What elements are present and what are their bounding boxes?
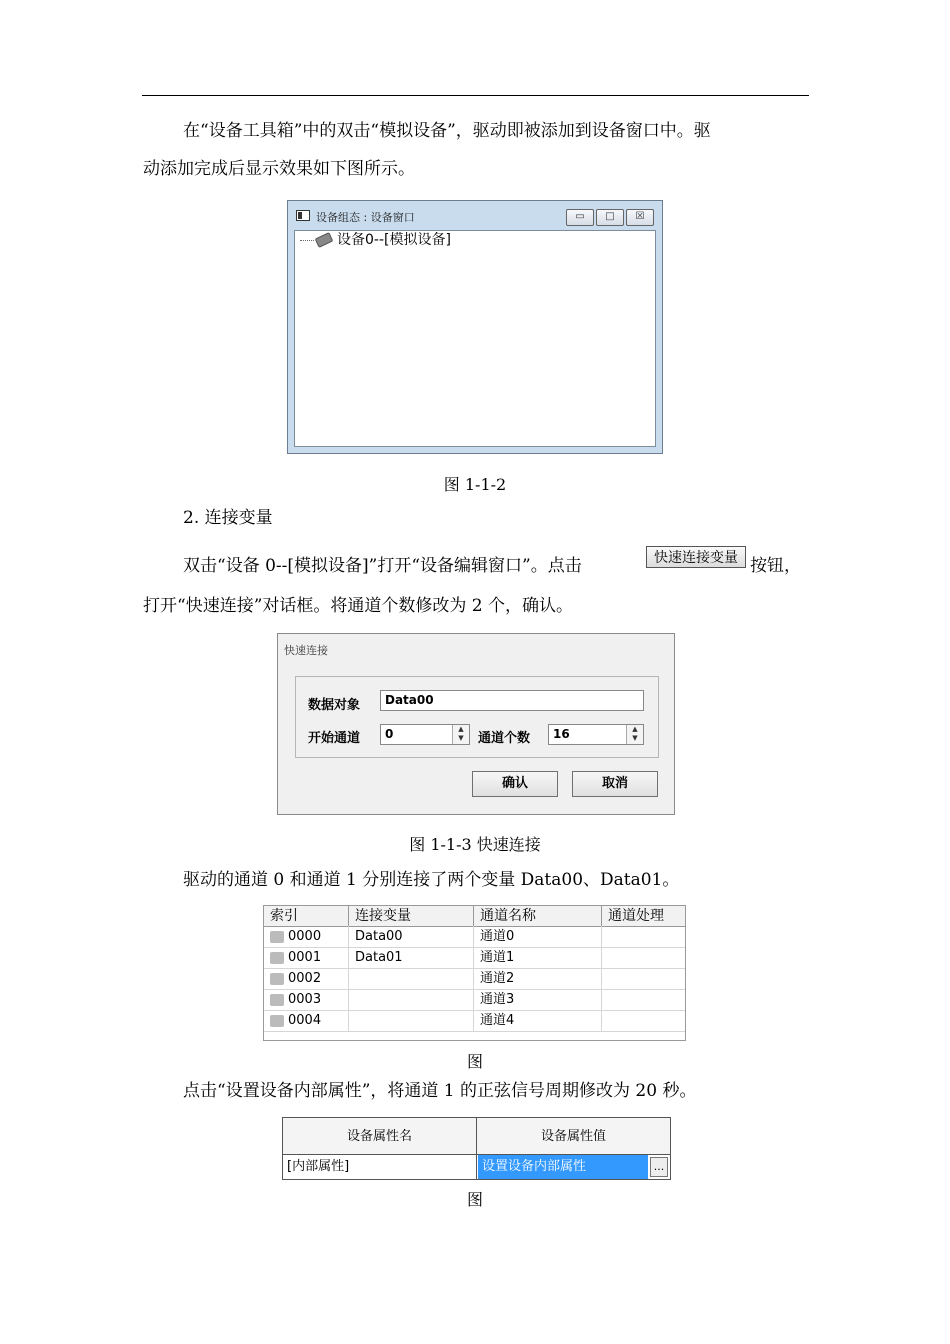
section-heading-connect-variables: 2. 连接变量 <box>183 508 273 528</box>
dialog-title: 快速连接 <box>284 644 328 657</box>
cell-channel-name-text: 通道2 <box>480 971 515 986</box>
column-header-index[interactable]: 索引 <box>264 906 349 926</box>
caption-fig-5: 图 <box>466 1190 483 1209</box>
channel-icon <box>270 973 284 985</box>
property-row-value[interactable]: 设置设备内部属性 <box>478 1155 648 1179</box>
caption-fig-1-1-3: 图 1-1-3 快速连接 <box>409 835 541 854</box>
window-app-icon <box>296 210 310 221</box>
paragraph-2-line-2: 打开“快速连接”对话框。将通道个数修改为 2 个，确认。 <box>143 596 574 616</box>
cell-index-text: 0001 <box>288 950 322 965</box>
cell-channel-name <box>474 926 602 947</box>
paragraph-3: 驱动的通道 0 和通道 1 分别连接了两个变量 Data00、Data01。 <box>183 870 680 890</box>
property-table <box>282 1117 671 1180</box>
cell-index <box>264 1010 349 1031</box>
paragraph-2-line-1a: 双击“设备 0--[模拟设备]”打开“设备编辑窗口”。点击 <box>183 556 582 576</box>
property-row-name: [内部属性] <box>283 1155 477 1179</box>
channel-icon <box>270 952 284 964</box>
cell-variable <box>349 947 474 968</box>
cell-channel-name <box>474 1010 602 1031</box>
tree-item-device0[interactable] <box>300 231 451 249</box>
table-row[interactable] <box>264 1010 685 1032</box>
channel-icon <box>270 1015 284 1027</box>
cell-variable <box>349 1010 474 1031</box>
cell-channel-name-text: 通道4 <box>480 1013 515 1028</box>
header-rule <box>142 95 809 96</box>
close-button[interactable]: ☒ <box>626 209 654 226</box>
cell-index-text: 0002 <box>288 971 322 986</box>
cell-channel-name-text: 通道1 <box>480 950 515 965</box>
quick-connect-variable-button[interactable]: 快速连接变量 <box>646 546 746 568</box>
cell-variable <box>349 926 474 947</box>
cell-channel-process <box>602 926 686 947</box>
data-object-label: 数据对象 <box>308 698 361 713</box>
table-row[interactable] <box>264 947 685 969</box>
caption-fig-4: 图 <box>466 1052 483 1071</box>
paragraph-4: 点击“设置设备内部属性”，将通道 1 的正弦信号周期修改为 20 秒。 <box>183 1081 697 1101</box>
cell-index-text: 0004 <box>288 1013 322 1028</box>
cell-index <box>264 989 349 1010</box>
cell-variable <box>349 968 474 989</box>
cell-channel-name <box>474 968 602 989</box>
maximize-button[interactable]: □ <box>596 209 624 226</box>
cell-channel-name <box>474 947 602 968</box>
caption-fig-1-1-2: 图 1-1-2 <box>443 475 507 494</box>
start-channel-input[interactable] <box>380 724 470 745</box>
start-channel-spinner[interactable]: ▲ ▼ <box>452 725 469 744</box>
cell-channel-name-text: 通道3 <box>480 992 515 1007</box>
data-object-input[interactable]: Data00 <box>380 690 644 711</box>
start-channel-label: 开始通道 <box>308 731 361 746</box>
channel-icon <box>270 994 284 1006</box>
cell-channel-process <box>602 989 686 1010</box>
tree-item-label: 设备0--[模拟设备] <box>337 232 451 248</box>
cell-index-text: 0003 <box>288 992 322 1007</box>
cell-index <box>264 926 349 947</box>
device-window-client <box>294 230 656 447</box>
cell-channel-process <box>602 968 686 989</box>
channel-count-spinner[interactable]: ▲ ▼ <box>626 725 643 744</box>
cell-index <box>264 947 349 968</box>
table-row[interactable] <box>264 968 685 990</box>
column-header-variable[interactable]: 连接变量 <box>349 906 474 926</box>
quick-connect-dialog <box>277 633 675 815</box>
device-window <box>287 200 663 454</box>
paragraph-2-line-1b: 按钮， <box>750 556 801 576</box>
device-window-title: 设备组态 : 设备窗口 <box>316 211 415 224</box>
cell-channel-name <box>474 989 602 1010</box>
paragraph-1-line-2: 动添加完成后显示效果如下图所示。 <box>143 159 415 179</box>
cell-channel-process <box>602 1010 686 1031</box>
channel-icon <box>270 931 284 943</box>
minimize-button[interactable]: ▭ <box>566 209 594 226</box>
cell-index <box>264 968 349 989</box>
channel-count-label: 通道个数 <box>478 731 531 746</box>
table-row[interactable] <box>264 989 685 1011</box>
paragraph-1-line-1: 在“设备工具箱”中的双击“模拟设备”，驱动即被添加到设备窗口中。驱 <box>183 121 711 141</box>
device-window-titlebar <box>288 201 662 231</box>
cell-index-text: 0000 <box>288 929 322 944</box>
device-icon <box>315 232 334 248</box>
column-header-channel-process[interactable]: 通道处理 <box>602 906 686 926</box>
table-row[interactable] <box>264 926 685 948</box>
channel-table <box>263 905 686 1041</box>
channel-count-input[interactable] <box>548 724 644 745</box>
tree-branch-line <box>300 240 314 241</box>
property-name-header: 设备属性名 <box>283 1118 477 1155</box>
start-channel-value: 0 <box>385 727 394 741</box>
channel-table-header <box>264 906 685 927</box>
cancel-button[interactable]: 取消 <box>572 771 658 797</box>
channel-count-value: 16 <box>553 727 570 741</box>
column-header-channel-name[interactable]: 通道名称 <box>474 906 602 926</box>
cell-variable-text: Data01 <box>355 950 403 965</box>
cell-channel-name-text: 通道0 <box>480 929 515 944</box>
property-value-header: 设备属性值 <box>477 1118 670 1155</box>
cell-variable-text: Data00 <box>355 929 403 944</box>
cell-channel-process <box>602 947 686 968</box>
ok-button[interactable]: 确认 <box>472 771 558 797</box>
cell-variable <box>349 989 474 1010</box>
ellipsis-button[interactable]: ... <box>650 1157 668 1177</box>
